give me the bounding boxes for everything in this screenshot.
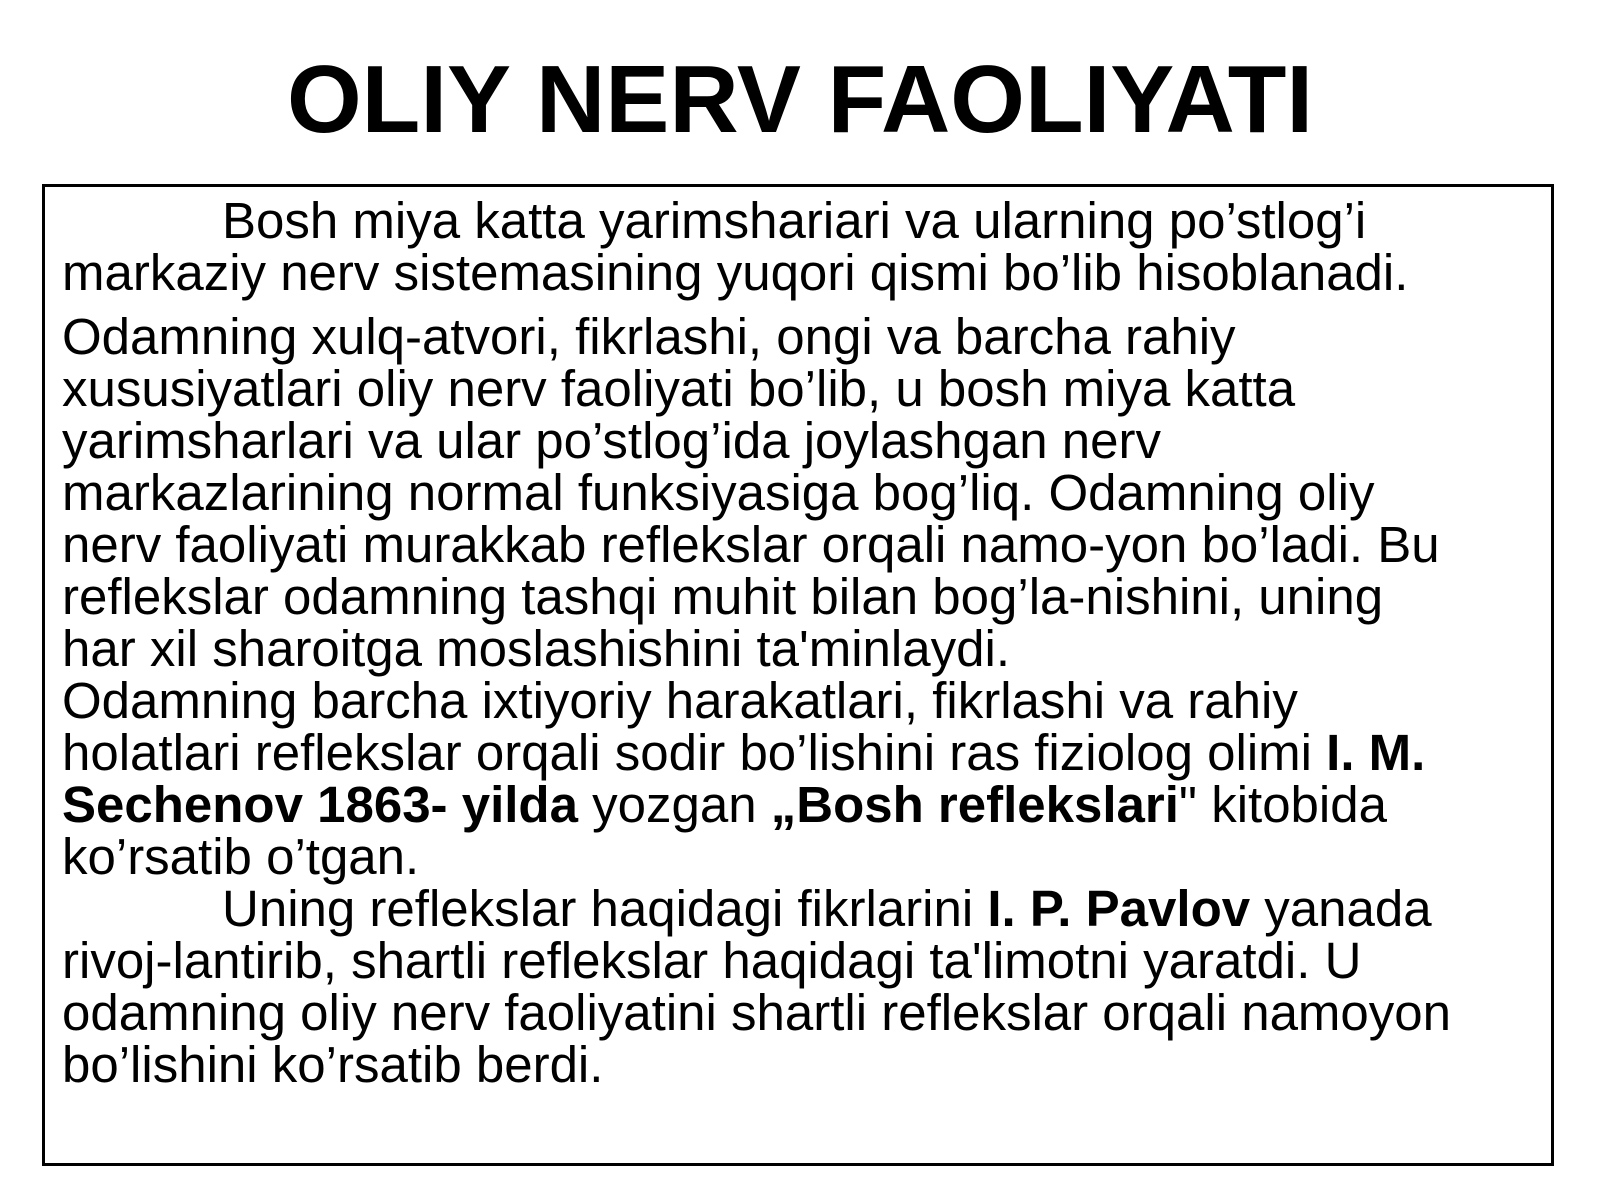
text-line: Odamning barcha ixtiyoriy harakatlari, fikrlashi va rahiy <box>62 672 1298 729</box>
text-line <box>62 724 1535 781</box>
text-line: rivoj-lantirib, shartli reflekslar haqidagi ta'limotni yaratdi. U <box>62 932 1362 989</box>
paragraph-1 <box>62 192 1535 301</box>
text-line: odamning oliy nerv faoliyatini shartli reflekslar orqali namoyon <box>62 984 1452 1041</box>
paragraph-2 <box>62 308 1535 677</box>
text-line: yarimsharlari va ular po’stlog’ida joylashgan nerv <box>62 412 1161 469</box>
text-line: ko’rsatib o’tgan. <box>62 828 420 885</box>
text-run: holatlari reflekslar orqali sodir bo’lishini ras fiziolog olimi <box>62 724 1327 781</box>
text-line <box>62 776 1535 833</box>
text-run: " kitobida <box>1178 776 1387 833</box>
text-line: Odamning xulq-atvori, fikrlashi, ongi va barcha rahiy <box>62 308 1236 365</box>
author-name-sechenov-year: Sechenov 1863- yilda <box>62 776 578 833</box>
text-run: Uning reflekslar haqidagi fikrlarini <box>222 880 988 937</box>
text-line: nerv faoliyati murakkab reflekslar orqali namo-yon bo’ladi. Bu <box>62 516 1440 573</box>
text-line: har xil sharoitga moslashishini ta'minlaydi. <box>62 620 1010 677</box>
book-title: „Bosh reflekslari <box>770 776 1179 833</box>
author-name-sechenov: I. M. <box>1326 724 1426 781</box>
text-line: markazlarining normal funksiyasiga bog’liq. Odamning oliy <box>62 464 1375 521</box>
text-run: yanada <box>1250 880 1432 937</box>
text-line: reflekslar odamning tashqi muhit bilan bog’la-nishini, uning <box>62 568 1384 625</box>
slide-title: OLIY NERV FAOLIYATI <box>287 46 1313 153</box>
text-line <box>62 880 1535 937</box>
text-run: yozgan <box>577 776 771 833</box>
paragraph-4 <box>62 880 1535 1093</box>
text-line: Bosh miya katta yarimshariari va ularning po’stlog’i <box>222 192 1367 249</box>
paragraph-3 <box>62 672 1535 885</box>
text-box <box>42 184 1554 1166</box>
text-line: markaziy nerv sistemasining yuqori qismi bo’lib hisoblanadi. <box>62 244 1409 301</box>
text-line: bo’lishini ko’rsatib berdi. <box>62 1036 604 1093</box>
author-name-pavlov: I. P. Pavlov <box>987 880 1251 937</box>
text-line: xususiyatlari oliy nerv faoliyati bo’lib, u bosh miya katta <box>62 360 1296 417</box>
